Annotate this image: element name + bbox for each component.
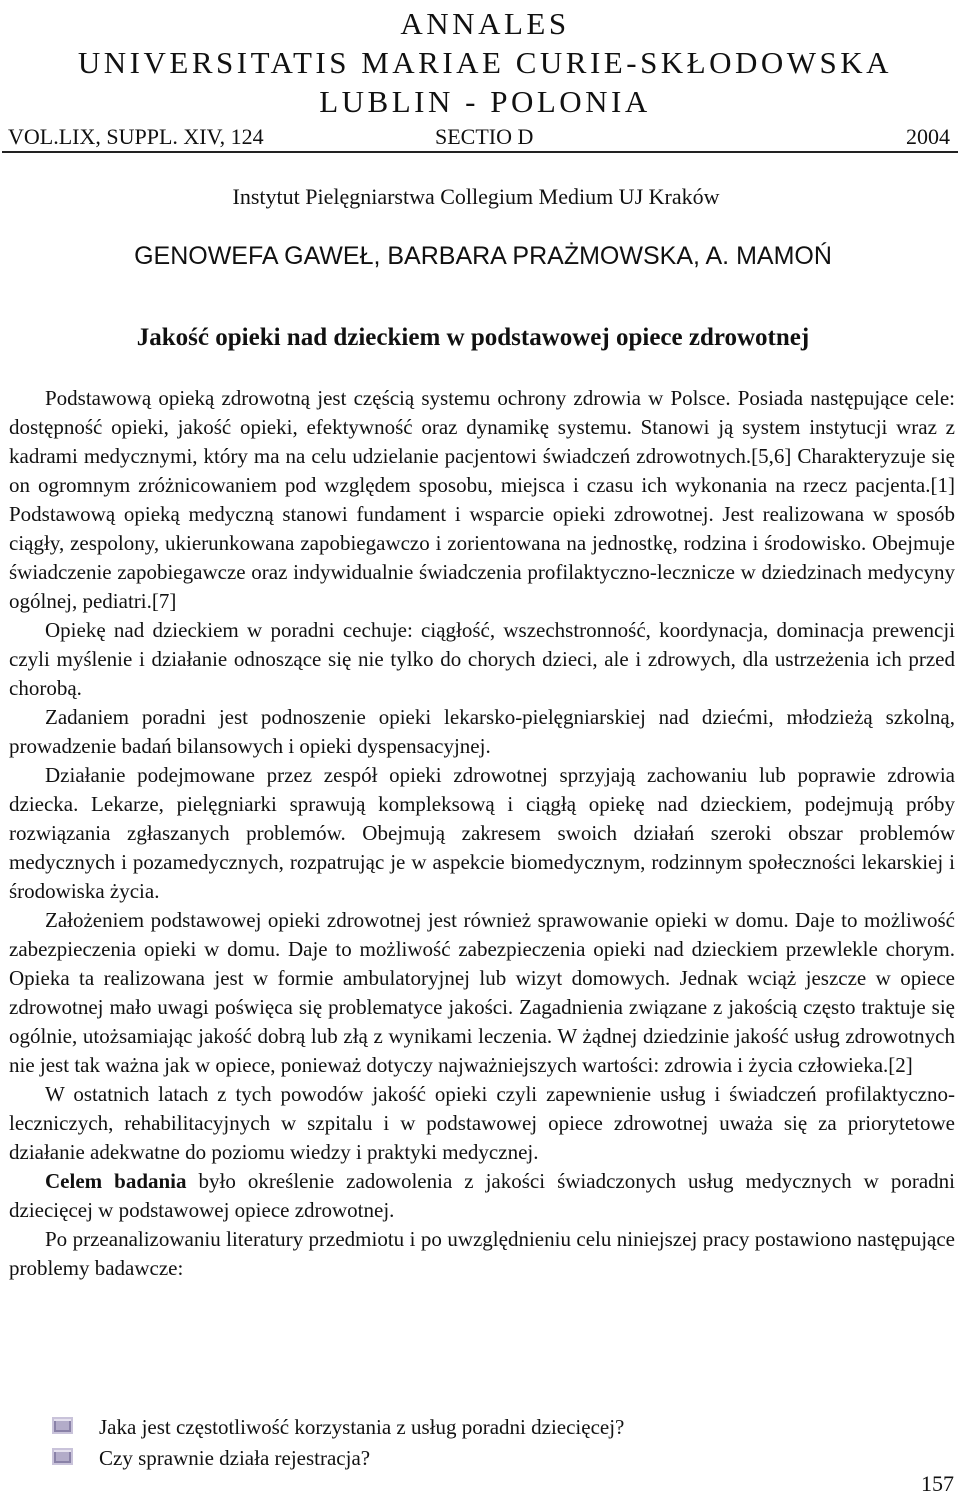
- research-problems-list: [52, 1412, 952, 1474]
- article-body: [9, 384, 955, 1283]
- institute-text: Instytut Pielęgniarstwa Collegium Medium UJ Kraków: [232, 184, 720, 209]
- list-item: [52, 1443, 952, 1474]
- journal-name-line-3: LUBLIN - POLONIA: [319, 84, 651, 119]
- body-paragraph: Opiekę nad dzieckiem w poradni cechuje: ciągłość, wszechstronność, koordynacja, dominacja prewencji czyli myślenie i działanie odnoszące się nie tylko do chorych dzieci, ale i zdrowych, dla ustrzeżenia ich przed chorobą.: [9, 618, 955, 700]
- aim-text: było określenie zadowolenia z jakości świadczonych usług medycznych w poradni dziecięcej w podstawowej opiece zdrowotnej.: [9, 1169, 955, 1222]
- bullet-icon: [52, 1448, 73, 1465]
- list-item: [52, 1412, 952, 1443]
- sectio-info: SECTIO D: [435, 124, 534, 149]
- bullet-icon: [52, 1417, 73, 1434]
- body-paragraph: Działanie podejmowane przez zespół opieki zdrowotnej sprzyjają zachowaniu lub poprawie zdrowia dziecka. Lekarze, pielęgniarki sprawują kompleksową i ciągłą opiekę nad dzieckiem, podejmują próby rozwiązania zgłaszanych problemów. Obejmują zakresem swoich działań szeroki obszar problemów medycznych i pozamedycznych, rozpatrując je w aspekcie biomedycznym, rodzinnym społeczności lekarskiej i środowiska życia.: [9, 763, 955, 903]
- bullet-text: Czy sprawnie działa rejestracja?: [99, 1446, 371, 1470]
- aim-paragraph: [9, 1167, 955, 1225]
- authors-text: GENOWEFA GAWEŁ, BARBARA PRAŻMOWSKA, A. MAMOŃ: [134, 242, 832, 270]
- body-paragraph: W ostatnich latach z tych powodów jakość opieki czyli zapewnienie usług i świadczeń profilaktyczno-leczniczych, rehabilitacyjnych w szpitalu i w podstawowej opiece zdrowotnej uważa się za priorytetowe działanie adekwatne do poziomu wiedzy i praktyki medycznej.: [9, 1082, 955, 1164]
- article-title: [0, 322, 960, 354]
- author-list: [0, 240, 960, 272]
- volume-info: VOL.LIX, SUPPL. XIV, 124: [8, 124, 264, 149]
- page-number: 157: [921, 1471, 954, 1496]
- body-paragraph: Założeniem podstawowej opieki zdrowotnej jest również sprawowanie opieki w domu. Daje to możliwość zabezpieczenia opieki w domu. Daje to możliwość zabezpieczenia opieki nad dzieckiem przewlekle chorym. Opieka ta realizowana jest w formie ambulatoryjnej lub wizyt domowych. Jednak wciąż jeszcze w opiece zdrowotnej mało uwagi poświęca się problematyce jakości. Zagadnienia związane z jakością często traktuje się ogólnie, utożsamiając jakość dobrą lub złą z wynikami leczenia. W żądnej dziedzinie jakość usług zdrowotnych nie jest tak ważna jak w opiece, ponieważ dotyczy najważniejszych wartości: zdrowia i życia człowieka.[2]: [9, 908, 955, 1077]
- volume-line: [8, 124, 950, 150]
- header-divider: [2, 151, 958, 153]
- journal-name-line-2: UNIVERSITATIS MARIAE CURIE-SKŁODOWSKA: [77, 45, 893, 80]
- body-paragraph: Zadaniem poradni jest podnoszenie opieki lekarsko-pielęgniarskiej nad dziećmi, młodzieżą szkolną, prowadzenie badań bilansowych i opieki dyspensacyjnej.: [9, 705, 955, 758]
- bullet-text: Jaka jest częstotliwość korzystania z usług poradni dziecięcej?: [99, 1415, 625, 1439]
- title-text: Jakość opieki nad dzieckiem w podstawowej opiece zdrowotnej: [136, 324, 810, 351]
- year-info: 2004: [906, 124, 950, 149]
- aim-bold-label: Celem badania: [45, 1169, 187, 1193]
- journal-name-line-1: ANNALES: [400, 6, 570, 41]
- body-paragraph: Podstawową opieką zdrowotną jest częścią systemu ochrony zdrowia w Polsce. Posiada następujące cele: dostępność opieki, jakość opieki, efektywność oraz dynamikę systemu. Stanowi ją system instytucji wraz z kadrami medycznymi, który ma na celu udzielanie pacjentowi świadczeń zdrowotnych.[5,6] Charakteryzuje się on ogromnym zróżnicowaniem pod względem sposobu, miejsca i czasu ich wykonania na rzecz pacjenta.[1] Podstawową opieką medyczną stanowi fundament i wsparcie opieki zdrowotnej. Jest realizowana w sposób ciągły, zespolony, ukierunkowana zapobiegawczo i zorientowana na jednostkę, rodzina i środowisko. Obejmuje świadczenie zapobiegawcze oraz indywidualnie świadczenia profilaktyczno-lecznicze w dziedzinach medycyny ogólnej, pediatri.[7]: [9, 386, 955, 613]
- problems-intro: Po przeanalizowaniu literatury przedmiotu i po uwzględnieniu celu niniejszej pracy postawiono następujące problemy badawcze:: [9, 1227, 955, 1280]
- institute-affiliation: [0, 183, 960, 211]
